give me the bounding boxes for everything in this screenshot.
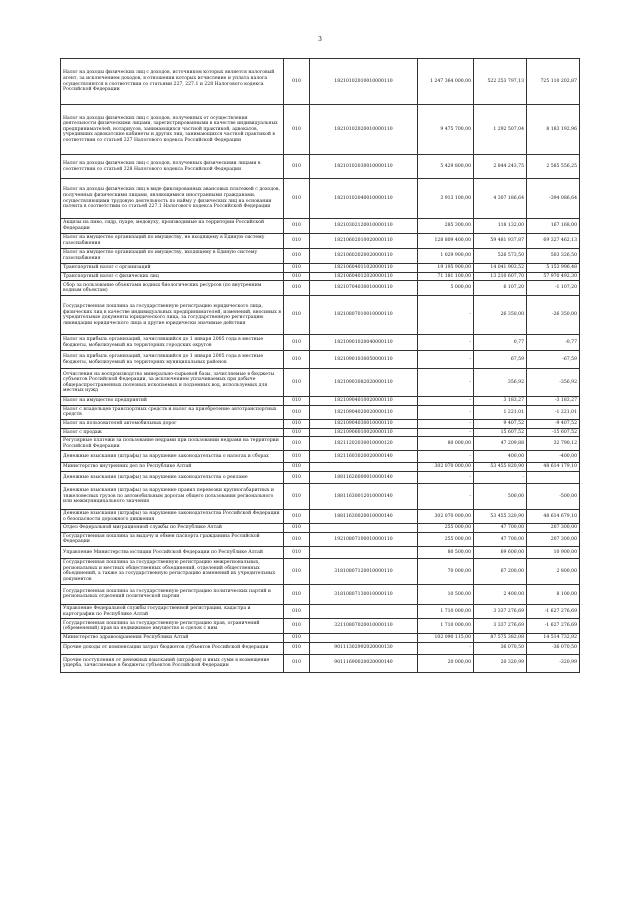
row-name: Налог на доходы физических лиц с доходов, полученных физическими лицами в соответствии со статьей 228 Налогового кодекса Российской Федерации [61,155,284,179]
table-row [61,654,580,672]
row-fact: 36 070,50 [474,642,527,654]
row-name: Денежные взыскания (штрафы) за нарушение законодательства о налогах и сборах [61,451,284,463]
row-name: Налог на пользователей автомобильных дорог [61,419,284,428]
table-row [61,419,580,428]
revenue-table [60,58,580,673]
row-name: Управление Министерства юстиции Российской Федерации по Республике Алтай [61,546,284,558]
row-name: Денежные взыскания (штрафы) за нарушение правил перевозки крупногабаритных и тяжеловесных грузов по автомобильным дорогам общего пользования регионального или межмуниципального значения [61,483,284,509]
row-code: 010 [284,471,310,483]
row-kbk: 18210604011020000110 [310,264,418,273]
row-rest: -500,00 [527,483,580,509]
table-row [61,179,580,219]
row-name: Государственная пошлина за государственную регистрацию прав, ограничений (обременений) прав на недвижимое имущество и сделок с ним [61,619,284,634]
row-plan: 3 913 100,00 [418,179,474,219]
row-plan: - [418,471,474,483]
row-kbk: 18211202030010000120 [310,437,418,451]
table-row [61,405,580,419]
row-code: 010 [284,524,310,533]
row-name: Управление Федеральной службы государственной регистрации, кадастра и картографии по Республике Алтай [61,604,284,618]
row-code: 010 [284,634,310,643]
row-plan: 80 000,00 [418,437,474,451]
row-code: 010 [284,249,310,264]
row-code: 010 [284,264,310,273]
row-fact: 14 041 903,52 [474,264,527,273]
row-rest: 57 970 492,30 [527,272,580,281]
row-name: Отдел Федеральной миграционной службы по Республике Алтай [61,524,284,533]
row-fact: - [474,471,527,483]
row-plan: 5 429 800,00 [418,155,474,179]
row-rest: 69 327 462,13 [527,234,580,249]
row-name: Государственная пошлина за государственную регистрацию политических партий и региональных отделений политической партии [61,584,284,604]
row-code: 010 [284,654,310,672]
row-code: 010 [284,272,310,281]
row-code: 010 [284,584,310,604]
table-row [61,546,580,558]
row-code: 010 [284,179,310,219]
table-row [61,59,580,105]
row-fact: 3 337 276,69 [474,619,527,634]
row-name: Государственная пошлина за выдачу и обмен паспорта гражданина Российской Федерации [61,532,284,546]
row-rest: -1 627 276,69 [527,619,580,634]
row-kbk: 18210102020010000110 [310,105,418,155]
row-plan: 1 029 900,00 [418,249,474,264]
row-kbk: 18210901030050000110 [310,351,418,369]
row-fact: 47 209,88 [474,437,527,451]
row-kbk: 18210604012020000110 [310,272,418,281]
table-row [61,219,580,234]
row-code: 010 [284,369,310,397]
row-rest: 32 790,12 [527,437,580,451]
row-kbk: 18210602010020000110 [310,234,418,249]
row-code: 010 [284,619,310,634]
row-fact: 59 481 937,87 [474,234,527,249]
row-fact: 0,77 [474,335,527,351]
row-plan: 80 500,00 [418,546,474,558]
row-name: Налог с продаж [61,428,284,437]
row-rest: -400,00 [527,451,580,463]
row-code: 010 [284,428,310,437]
row-plan: - [418,419,474,428]
row-fact: 47 700,00 [474,532,527,546]
row-name: Налог на доходы физических лиц с доходов, источником которых является налоговый агент, за исключением доходов, в отношении которых исчисление и уплата налога осуществляются в соответствии со статьями 227, 227.1 и 228 Налогового кодекса Российской Федерации [61,59,284,105]
row-fact: 4 307 186,64 [474,179,527,219]
row-plan: 1 710 000,00 [418,619,474,634]
table-row [61,584,580,604]
row-name: Налог с владельцев транспортных средств и налог на приобретение автотранспортных средств [61,405,284,419]
row-kbk: 18210102010010000110 [310,59,418,105]
row-fact: 2 400,00 [474,584,527,604]
row-code: 010 [284,405,310,419]
table-row [61,369,580,397]
row-kbk: 18210102030010000110 [310,155,418,179]
table-row [61,634,580,643]
row-fact: 20 320,99 [474,654,527,672]
table-row [61,451,580,463]
row-code: 010 [284,532,310,546]
row-rest: 5 153 996,48 [527,264,580,273]
row-rest: -3 183,27 [527,397,580,406]
row-code: 010 [284,351,310,369]
row-name: Транспортный налог с организаций [61,264,284,273]
row-name: Денежные взыскания (штрафы) за нарушение законодательства Российской Федерации о безопасности дорожного движения [61,509,284,523]
row-kbk [310,604,418,618]
row-rest: 207 300,00 [527,524,580,533]
row-name: Акцизы на пиво, сидр, пуаре, медовуху, производимые на территории Российской Федерации [61,219,284,234]
row-fact: 522 253 797,13 [474,59,527,105]
row-kbk: 31810807130010000110 [310,584,418,604]
row-fact: 3 337 276,69 [474,604,527,618]
table-row [61,463,580,472]
row-code: 010 [284,234,310,249]
row-fact: 6 107,20 [474,281,527,296]
table-row [61,296,580,335]
row-code: 010 [284,509,310,523]
row-name: Налог на прибыль организаций, зачислявшийся до 1 января 2005 года в местные бюджеты, мобилизуемый на территориях городских округов [61,335,284,351]
row-fact: 15 607,52 [474,428,527,437]
row-fact: 53 455 820,90 [474,463,527,472]
row-fact: 3 183,27 [474,397,527,406]
row-rest: 48 614 679,10 [527,509,580,523]
row-rest: -394 086,64 [527,179,580,219]
row-kbk: 18210102040010000110 [310,179,418,219]
row-code: 010 [284,546,310,558]
row-name: Отчисления на воспроизводство минерально-сырьевой базы, зачисляемые в бюджеты субъектов Российской Федерации, за исключением уплачиваемых при добыче общераспространенных полезных ископаемых и подземных вод, используемых для местных нужд [61,369,284,397]
row-rest [527,471,580,483]
row-plan: - [418,369,474,397]
row-rest: 8 100,00 [527,584,580,604]
table-row [61,234,580,249]
row-kbk: 18210704030010000110 [310,281,418,296]
page-number: 3 [318,36,322,43]
row-plan: 10 500,00 [418,584,474,604]
row-name: Министерство здравоохранения Республики Алтай [61,634,284,643]
row-plan: - [418,351,474,369]
table-row [61,532,580,546]
row-name: Налог на доходы физических лиц в виде фиксированных авансовых платежей с доходов, полученных физическими лицами, являющимися иностранными гражданами, осуществляющими трудовую деятельность по найму у физических лиц на основании патента в соответствии со статьей 227.1 Налогового кодекса Российской Федерации [61,179,284,219]
row-fact: 67 200,00 [474,558,527,584]
row-plan: - [418,451,474,463]
row-rest: 14 514 732,92 [527,634,580,643]
row-plan: 128 809 400,00 [418,234,474,249]
row-plan: - [418,483,474,509]
row-rest: 167 168,00 [527,219,580,234]
row-kbk [310,546,418,558]
row-kbk: 31810807120010000110 [310,558,418,584]
row-fact: 118 132,00 [474,219,527,234]
row-rest: 48 614 179,10 [527,463,580,472]
table-row [61,471,580,483]
row-kbk: 90111690020020000140 [310,654,418,672]
row-rest: -26 350,00 [527,296,580,335]
row-name: Министерство внутренних дел по Республике Алтай [61,463,284,472]
row-kbk: 18210302120010000110 [310,219,418,234]
row-fact: 2 844 243,75 [474,155,527,179]
row-kbk [310,634,418,643]
row-plan: 1 710 000,00 [418,604,474,618]
row-code: 010 [284,397,310,406]
row-rest: 2 800,00 [527,558,580,584]
row-kbk: 18811626000010000140 [310,471,418,483]
table-row [61,437,580,451]
table-row [61,642,580,654]
row-name: Денежные взыскания (штрафы) за нарушение законодательства о рекламе [61,471,284,483]
row-name: Налог на доходы физических лиц с доходов, полученных от осуществления деятельности физическими лицами, зарегистрированными в качестве индивидуальных предпринимателей, нотариусов, занимающихся частной практикой, адвокатов, учредивших адвокатские кабинеты и других лиц, занимающихся частной практикой в соответствии со статьей 227 Налогового кодекса Российской Федерации [61,105,284,155]
table-row [61,509,580,523]
row-code: 010 [284,281,310,296]
row-rest: 8 183 192,96 [527,105,580,155]
row-plan: 1 247 364 000,00 [418,59,474,105]
row-code: 010 [284,419,310,428]
table-row [61,272,580,281]
table-row [61,604,580,618]
row-plan: - [418,397,474,406]
row-fact: 526 573,50 [474,249,527,264]
row-rest: -36 070,50 [527,642,580,654]
row-kbk: 18210901020040000110 [310,335,418,351]
row-kbk: 18210602020020000110 [310,249,418,264]
row-name: Налог на имущество организаций по имуществу, не входящему в Единую систему газоснабжения [61,234,284,249]
row-name: Государственная пошлина за государственную регистрацию юридического лица, физических лиц в качестве индивидуальных предпринимателей, изменений, вносимых в учредительные документы юридического лица, за государственную регистрацию ликвидации юридического лица и другие юридически значимые действия [61,296,284,335]
row-code: 010 [284,105,310,155]
table-body [61,59,580,673]
row-rest: 207 300,00 [527,532,580,546]
table-row [61,397,580,406]
row-plan: - [418,428,474,437]
row-plan: 5 000,00 [418,281,474,296]
row-kbk: 18210904030010000110 [310,419,418,428]
row-code: 010 [284,604,310,618]
row-code: 010 [284,296,310,335]
row-name: Прочие поступления от денежных взысканий (штрафов) и иных сумм в возмещение ущерба, зачисляемые в бюджеты субъектов Российской Федерации [61,654,284,672]
row-kbk: 18210906010020000110 [310,428,418,437]
row-plan: 255 000,00 [418,532,474,546]
row-rest: -1 221,01 [527,405,580,419]
row-fact: 1 221,01 [474,405,527,419]
row-fact: 87 575 382,08 [474,634,527,643]
row-rest: 503 326,50 [527,249,580,264]
table-row [61,155,580,179]
table-row [61,351,580,369]
row-rest: -9 407,52 [527,419,580,428]
table-row [61,558,580,584]
row-kbk: 90111302992020000130 [310,642,418,654]
row-rest: 725 110 202,87 [527,59,580,105]
row-kbk: 18210904010020000110 [310,397,418,406]
row-name: Налог на имущество предприятий [61,397,284,406]
row-code: 010 [284,451,310,463]
row-plan: 20 000,00 [418,654,474,672]
row-code: 010 [284,483,310,509]
row-rest: -1 627 276,69 [527,604,580,618]
row-name: Государственная пошлина за государственную регистрацию межрегиональных, региональных и местных общественных объединений, отделений общественных объединений, а также за государственную регистрацию изменений их учредительных документов [61,558,284,584]
row-plan: 19 195 900,00 [418,264,474,273]
row-kbk [310,463,418,472]
row-rest: -356,92 [527,369,580,397]
row-plan: 71 181 100,00 [418,272,474,281]
table-row [61,281,580,296]
row-fact: 47 700,00 [474,524,527,533]
row-name: Транспортный налог с физических лиц [61,272,284,281]
row-fact: 67,59 [474,351,527,369]
row-plan: 302 070 000,00 [418,509,474,523]
row-plan: 102 090 115,00 [418,634,474,643]
row-code: 010 [284,59,310,105]
row-code: 010 [284,558,310,584]
row-fact: 69 600,00 [474,546,527,558]
row-rest: 2 585 556,25 [527,155,580,179]
row-fact: 400,00 [474,451,527,463]
row-fact: 356,92 [474,369,527,397]
row-kbk [310,524,418,533]
row-code: 010 [284,642,310,654]
row-fact: 53 455 320,90 [474,509,527,523]
row-kbk: 18811630012010000140 [310,483,418,509]
row-name: Прочие доходы от компенсации затрат бюджетов субъектов Российской Федерации [61,642,284,654]
table-row [61,249,580,264]
row-plan: - [418,405,474,419]
table-row [61,335,580,351]
row-name: Регулярные платежи за пользование недрами при пользовании недрами на территории Российской Федерации [61,437,284,451]
row-rest: -1 107,20 [527,281,580,296]
table-row [61,483,580,509]
row-kbk: 18211603020020000140 [310,451,418,463]
row-plan: 9 475 700,00 [418,105,474,155]
row-name: Налог на имущество организаций по имуществу, входящему в Единую систему газоснабжения [61,249,284,264]
row-kbk: 32110807020010000110 [310,619,418,634]
row-plan: 285 300,00 [418,219,474,234]
row-fact: 1 292 507,04 [474,105,527,155]
row-code: 010 [284,463,310,472]
row-plan: - [418,296,474,335]
table-row [61,264,580,273]
table-row [61,619,580,634]
row-plan: - [418,335,474,351]
table-row [61,428,580,437]
row-code: 010 [284,219,310,234]
row-kbk: 18210904020020000110 [310,405,418,419]
table-row [61,105,580,155]
row-kbk: 18210807010010000110 [310,296,418,335]
row-kbk: 18210903082020000110 [310,369,418,397]
row-fact: 26 350,00 [474,296,527,335]
row-name: Налог на прибыль организаций, зачислявшийся до 1 января 2005 года в местные бюджеты, мобилизуемый на территориях муниципальных районов [61,351,284,369]
row-rest: 10 900,00 [527,546,580,558]
row-plan: 302 070 000,00 [418,463,474,472]
row-rest: -320,99 [527,654,580,672]
row-fact: 13 210 607,70 [474,272,527,281]
row-rest: -67,59 [527,351,580,369]
row-plan: 70 000,00 [418,558,474,584]
row-fact: 9 407,52 [474,419,527,428]
row-plan: - [418,642,474,654]
row-rest: -15 607,52 [527,428,580,437]
row-kbk: 19210807100010000110 [310,532,418,546]
row-rest: -0,77 [527,335,580,351]
row-kbk: 18811630020010000140 [310,509,418,523]
row-code: 010 [284,437,310,451]
row-plan: 255 000,00 [418,524,474,533]
table-row [61,524,580,533]
row-code: 010 [284,155,310,179]
row-name: Сбор за пользование объектами водных биологических ресурсов (по внутренним водным объектам) [61,281,284,296]
row-fact: 500,00 [474,483,527,509]
row-code: 010 [284,335,310,351]
